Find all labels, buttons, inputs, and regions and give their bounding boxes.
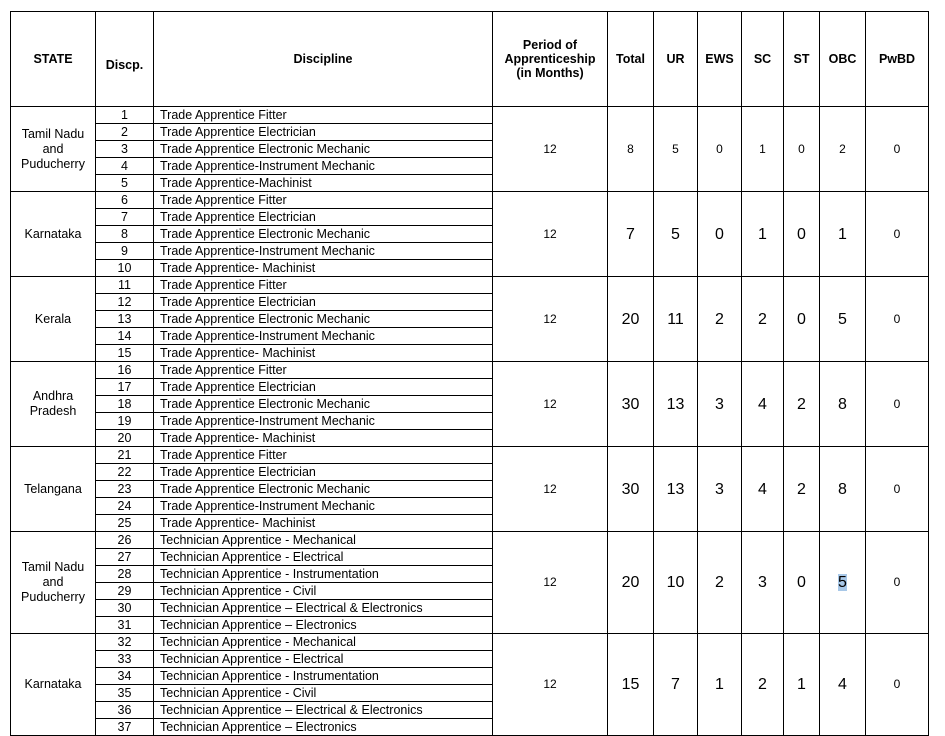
ur-cell: 13 <box>654 362 698 447</box>
discipline-name: Technician Apprentice - Civil <box>154 685 493 702</box>
total-cell: 20 <box>608 532 654 634</box>
discipline-name: Technician Apprentice - Mechanical <box>154 634 493 651</box>
discp-number: 13 <box>96 311 154 328</box>
discp-number: 17 <box>96 379 154 396</box>
discp-number: 12 <box>96 294 154 311</box>
pwbd-cell: 0 <box>866 107 929 192</box>
pwbd-cell: 0 <box>866 532 929 634</box>
discipline-name: Trade Apprentice Electronic Mechanic <box>154 226 493 243</box>
total-cell: 30 <box>608 447 654 532</box>
discipline-name: Technician Apprentice - Instrumentation <box>154 566 493 583</box>
table-body <box>11 107 929 736</box>
state-cell: Tamil Nadu and Puducherry <box>11 107 96 192</box>
state-cell: Karnataka <box>11 192 96 277</box>
table-row <box>11 277 929 294</box>
sc-cell: 1 <box>742 192 784 277</box>
sc-cell: 1 <box>742 107 784 192</box>
discp-number: 21 <box>96 447 154 464</box>
discp-number: 26 <box>96 532 154 549</box>
total-cell: 7 <box>608 192 654 277</box>
discp-number: 10 <box>96 260 154 277</box>
discp-number: 7 <box>96 209 154 226</box>
discipline-name: Trade Apprentice Electronic Mechanic <box>154 141 493 158</box>
discp-number: 5 <box>96 175 154 192</box>
discipline-name: Trade Apprentice- Machinist <box>154 345 493 362</box>
sc-cell: 2 <box>742 634 784 736</box>
header-discipline: Discipline <box>154 12 493 107</box>
discipline-name: Trade Apprentice- Machinist <box>154 260 493 277</box>
st-cell: 1 <box>784 634 820 736</box>
discp-number: 19 <box>96 413 154 430</box>
discipline-name: Trade Apprentice-Instrument Mechanic <box>154 413 493 430</box>
discp-number: 15 <box>96 345 154 362</box>
discipline-name: Trade Apprentice Electronic Mechanic <box>154 311 493 328</box>
state-cell: Kerala <box>11 277 96 362</box>
st-cell: 0 <box>784 107 820 192</box>
discp-number: 8 <box>96 226 154 243</box>
discipline-name: Trade Apprentice Fitter <box>154 107 493 124</box>
discp-number: 3 <box>96 141 154 158</box>
ur-cell: 10 <box>654 532 698 634</box>
period-cell: 12 <box>493 192 608 277</box>
discp-number: 34 <box>96 668 154 685</box>
discp-number: 2 <box>96 124 154 141</box>
discipline-name: Trade Apprentice Electronic Mechanic <box>154 396 493 413</box>
obc-cell: 5 <box>820 277 866 362</box>
discipline-name: Trade Apprentice Fitter <box>154 362 493 379</box>
obc-value-highlighted: 5 <box>838 574 847 591</box>
total-cell: 15 <box>608 634 654 736</box>
total-cell: 20 <box>608 277 654 362</box>
discp-number: 35 <box>96 685 154 702</box>
st-cell: 2 <box>784 362 820 447</box>
st-cell: 0 <box>784 192 820 277</box>
discipline-name: Trade Apprentice-Instrument Mechanic <box>154 243 493 260</box>
table-row <box>11 362 929 379</box>
discp-number: 29 <box>96 583 154 600</box>
discp-number: 9 <box>96 243 154 260</box>
ews-cell: 3 <box>698 447 742 532</box>
sc-cell: 4 <box>742 447 784 532</box>
header-row <box>11 12 929 107</box>
ews-cell: 0 <box>698 107 742 192</box>
obc-cell <box>820 532 866 634</box>
discipline-name: Trade Apprentice Fitter <box>154 277 493 294</box>
discipline-name: Technician Apprentice - Electrical <box>154 651 493 668</box>
discp-number: 37 <box>96 719 154 736</box>
discipline-name: Trade Apprentice Electronic Mechanic <box>154 481 493 498</box>
pwbd-cell: 0 <box>866 634 929 736</box>
discp-number: 30 <box>96 600 154 617</box>
header-st: ST <box>784 12 820 107</box>
obc-cell: 8 <box>820 447 866 532</box>
discipline-name: Trade Apprentice Electrician <box>154 124 493 141</box>
discp-number: 22 <box>96 464 154 481</box>
ews-cell: 2 <box>698 277 742 362</box>
total-cell: 8 <box>608 107 654 192</box>
discp-number: 27 <box>96 549 154 566</box>
discp-number: 6 <box>96 192 154 209</box>
obc-cell: 2 <box>820 107 866 192</box>
discipline-name: Trade Apprentice Electrician <box>154 294 493 311</box>
pwbd-cell: 0 <box>866 447 929 532</box>
ews-cell: 1 <box>698 634 742 736</box>
ews-cell: 0 <box>698 192 742 277</box>
discp-number: 32 <box>96 634 154 651</box>
header-sc: SC <box>742 12 784 107</box>
ur-cell: 5 <box>654 107 698 192</box>
table-row <box>11 634 929 651</box>
discp-number: 24 <box>96 498 154 515</box>
obc-cell: 8 <box>820 362 866 447</box>
ews-cell: 2 <box>698 532 742 634</box>
discipline-name: Trade Apprentice-Instrument Mechanic <box>154 158 493 175</box>
discp-number: 11 <box>96 277 154 294</box>
obc-cell: 1 <box>820 192 866 277</box>
discp-number: 25 <box>96 515 154 532</box>
discipline-name: Trade Apprentice-Machinist <box>154 175 493 192</box>
state-cell: Karnataka <box>11 634 96 736</box>
period-cell: 12 <box>493 107 608 192</box>
discipline-name: Technician Apprentice - Civil <box>154 583 493 600</box>
discipline-name: Trade Apprentice-Instrument Mechanic <box>154 498 493 515</box>
ur-cell: 13 <box>654 447 698 532</box>
total-cell: 30 <box>608 362 654 447</box>
discp-number: 20 <box>96 430 154 447</box>
discipline-name: Trade Apprentice- Machinist <box>154 515 493 532</box>
ur-cell: 7 <box>654 634 698 736</box>
discipline-name: Trade Apprentice Electrician <box>154 209 493 226</box>
header-pwbd: PwBD <box>866 12 929 107</box>
discipline-name: Trade Apprentice-Instrument Mechanic <box>154 328 493 345</box>
state-cell: Andhra Pradesh <box>11 362 96 447</box>
ur-cell: 11 <box>654 277 698 362</box>
ews-cell: 3 <box>698 362 742 447</box>
state-cell: Tamil Nadu and Puducherry <box>11 532 96 634</box>
discipline-name: Trade Apprentice Electrician <box>154 464 493 481</box>
discp-number: 28 <box>96 566 154 583</box>
table-row <box>11 532 929 549</box>
header-discp: Discp. <box>96 12 154 107</box>
pwbd-cell: 0 <box>866 362 929 447</box>
discp-number: 16 <box>96 362 154 379</box>
discipline-name: Technician Apprentice - Mechanical <box>154 532 493 549</box>
discipline-name: Trade Apprentice Fitter <box>154 447 493 464</box>
discipline-name: Trade Apprentice- Machinist <box>154 430 493 447</box>
discp-number: 4 <box>96 158 154 175</box>
period-cell: 12 <box>493 277 608 362</box>
header-ews: EWS <box>698 12 742 107</box>
pwbd-cell: 0 <box>866 192 929 277</box>
sc-cell: 2 <box>742 277 784 362</box>
discipline-name: Trade Apprentice Electrician <box>154 379 493 396</box>
apprenticeship-vacancy-table <box>10 11 929 736</box>
st-cell: 0 <box>784 532 820 634</box>
table-row <box>11 447 929 464</box>
header-ur: UR <box>654 12 698 107</box>
table-row <box>11 192 929 209</box>
discipline-name: Technician Apprentice – Electronics <box>154 719 493 736</box>
header-total: Total <box>608 12 654 107</box>
discipline-name: Technician Apprentice – Electrical & Electronics <box>154 600 493 617</box>
discp-number: 18 <box>96 396 154 413</box>
state-cell: Telangana <box>11 447 96 532</box>
table-row <box>11 107 929 124</box>
header-period: Period of Apprenticeship (in Months) <box>493 12 608 107</box>
period-cell: 12 <box>493 447 608 532</box>
discp-number: 36 <box>96 702 154 719</box>
ur-cell: 5 <box>654 192 698 277</box>
discipline-name: Trade Apprentice Fitter <box>154 192 493 209</box>
pwbd-cell: 0 <box>866 277 929 362</box>
st-cell: 0 <box>784 277 820 362</box>
obc-cell: 4 <box>820 634 866 736</box>
discipline-name: Technician Apprentice - Electrical <box>154 549 493 566</box>
period-cell: 12 <box>493 532 608 634</box>
period-cell: 12 <box>493 634 608 736</box>
discp-number: 31 <box>96 617 154 634</box>
header-state: STATE <box>11 12 96 107</box>
sc-cell: 3 <box>742 532 784 634</box>
header-obc: OBC <box>820 12 866 107</box>
sc-cell: 4 <box>742 362 784 447</box>
discipline-name: Technician Apprentice – Electrical & Electronics <box>154 702 493 719</box>
discp-number: 23 <box>96 481 154 498</box>
discp-number: 1 <box>96 107 154 124</box>
discipline-name: Technician Apprentice - Instrumentation <box>154 668 493 685</box>
discipline-name: Technician Apprentice – Electronics <box>154 617 493 634</box>
period-cell: 12 <box>493 362 608 447</box>
discp-number: 14 <box>96 328 154 345</box>
st-cell: 2 <box>784 447 820 532</box>
discp-number: 33 <box>96 651 154 668</box>
